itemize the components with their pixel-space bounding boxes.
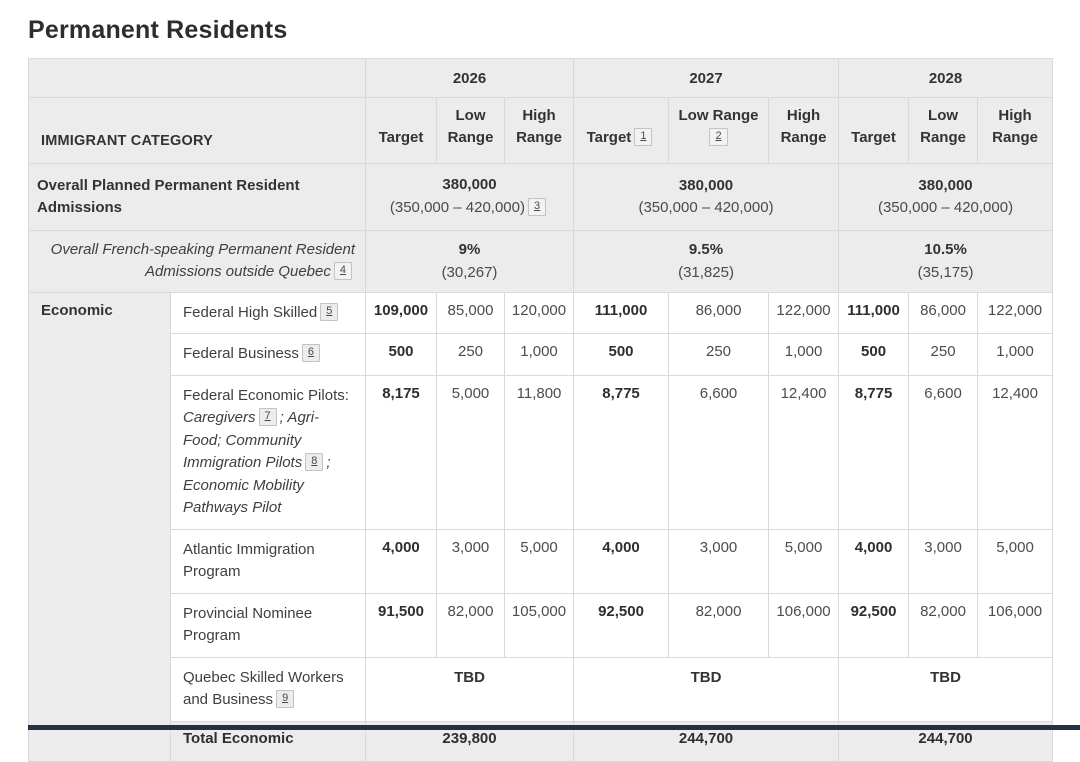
- quebec-2026-tbd: TBD: [366, 657, 574, 721]
- footnote-link-4[interactable]: 4: [334, 262, 352, 280]
- permanent-residents-table: [28, 58, 1053, 762]
- federal-business-row: [29, 334, 1053, 376]
- atlantic-label: Atlantic Immigration Program: [171, 529, 366, 593]
- fep-emp-label: ; Economic Mobility Pathways Pilot: [183, 454, 331, 517]
- pnp-2026-target: 91,500: [366, 593, 437, 657]
- overall-2026-range: [372, 197, 567, 219]
- fb-2028-low: 250: [909, 334, 978, 376]
- aip-2027-high: 5,000: [769, 529, 839, 593]
- aip-2026-high: 5,000: [505, 529, 574, 593]
- fep-caregivers-label: Caregivers: [183, 409, 256, 427]
- french-2028-percent: 10.5%: [924, 241, 967, 258]
- fhs-2026-target: 109,000: [366, 292, 437, 334]
- footnote-link-7[interactable]: 7: [259, 408, 277, 426]
- fep-2026-high: 11,800: [505, 375, 574, 529]
- header-year-2027: 2027: [574, 59, 839, 98]
- fb-2026-high: 1,000: [505, 334, 574, 376]
- pnp-2027-high: 106,000: [769, 593, 839, 657]
- aip-2028-target: 4,000: [839, 529, 909, 593]
- footnote-link-5[interactable]: 5: [320, 303, 338, 321]
- header-low-range-2026: Low Range: [437, 98, 505, 164]
- french-2027-percent: 9.5%: [688, 241, 724, 258]
- federal-high-skilled-row: [29, 292, 1053, 334]
- aip-2026-target: 4,000: [366, 529, 437, 593]
- aip-2027-target: 4,000: [574, 529, 669, 593]
- fb-2026-target: 500: [366, 334, 437, 376]
- overall-2028-target: 380,000: [918, 176, 973, 194]
- overall-2026-target: 380,000: [442, 176, 497, 194]
- header-year-2028: 2028: [839, 59, 1053, 98]
- header-target-2027-label: Target: [586, 128, 632, 146]
- quebec-skilled-workers-row: [29, 657, 1053, 721]
- fhs-2026-high: 120,000: [505, 292, 574, 334]
- pnp-label: Provincial Nominee Program: [171, 593, 366, 657]
- total-economic-2027: 244,700: [574, 721, 839, 761]
- french-2028-count: (35,175): [917, 263, 974, 281]
- overall-2026-range-text: (350,000 – 420,000): [389, 199, 525, 217]
- page-title: Permanent Residents: [28, 16, 288, 44]
- pnp-2026-low: 82,000: [437, 593, 505, 657]
- overall-2027-range: (350,000 – 420,000): [638, 199, 774, 217]
- total-economic-2028: 244,700: [839, 721, 1053, 761]
- fb-2027-high: 1,000: [769, 334, 839, 376]
- fep-2027-low: 6,600: [669, 375, 769, 529]
- fb-2028-high: 1,000: [978, 334, 1053, 376]
- header-immigrant-category: IMMIGRANT CATEGORY: [29, 98, 366, 164]
- fb-2028-target: 500: [839, 334, 909, 376]
- aip-2028-low: 3,000: [909, 529, 978, 593]
- fb-2027-target: 500: [574, 334, 669, 376]
- overall-admissions-label: Overall Planned Permanent Resident Admissions: [29, 163, 366, 230]
- header-high-range-2027: High Range: [769, 98, 839, 164]
- french-2028-cell: [839, 230, 1053, 292]
- french-2027-cell: [574, 230, 839, 292]
- fep-2028-target: 8,775: [839, 375, 909, 529]
- federal-economic-pilots-label-cell: [171, 375, 366, 529]
- header-high-range-2026: High Range: [505, 98, 574, 164]
- fep-2026-target: 8,175: [366, 375, 437, 529]
- footnote-link-6[interactable]: 6: [302, 344, 320, 362]
- header-columns-row: [29, 98, 1053, 164]
- overall-2028-cell: [839, 163, 1053, 230]
- pnp-2026-high: 105,000: [505, 593, 574, 657]
- header-empty-cell: [29, 59, 366, 98]
- french-speaking-label: Overall French-speaking Permanent Resident Admissions outside Quebec: [50, 240, 355, 281]
- fb-2027-low: 250: [669, 334, 769, 376]
- fb-2026-low: 250: [437, 334, 505, 376]
- french-2026-cell: [366, 230, 574, 292]
- aip-2026-low: 3,000: [437, 529, 505, 593]
- fhs-2028-low: 86,000: [909, 292, 978, 334]
- section-divider-bar: [28, 725, 1080, 730]
- overall-2027-target: 380,000: [678, 176, 734, 194]
- total-economic-label: Total Economic: [171, 721, 366, 761]
- aip-2027-low: 3,000: [669, 529, 769, 593]
- french-2026-percent: 9%: [458, 241, 481, 258]
- fep-2028-low: 6,600: [909, 375, 978, 529]
- quebec-label-cell: [171, 657, 366, 721]
- fhs-2026-low: 85,000: [437, 292, 505, 334]
- quebec-2027-tbd: TBD: [574, 657, 839, 721]
- provincial-nominee-row: [29, 593, 1053, 657]
- fep-2026-low: 5,000: [437, 375, 505, 529]
- header-low-range-2027: [669, 98, 769, 164]
- federal-business-label-cell: [171, 334, 366, 376]
- atlantic-immigration-row: [29, 529, 1053, 593]
- fhs-2028-target: 111,000: [839, 292, 909, 334]
- header-low-range-2027-label: Low Range: [678, 107, 759, 124]
- overall-admissions-row: [29, 163, 1053, 230]
- federal-high-skilled-label: Federal High Skilled: [183, 303, 318, 321]
- total-economic-2026: 239,800: [366, 721, 574, 761]
- fep-2027-high: 12,400: [769, 375, 839, 529]
- french-speaking-row: [29, 230, 1053, 292]
- fep-label-prefix: Federal Economic Pilots:: [183, 386, 349, 404]
- quebec-label: Quebec Skilled Workers and Business: [183, 668, 344, 709]
- footnote-link-2[interactable]: 2: [709, 128, 727, 146]
- quebec-2028-tbd: TBD: [839, 657, 1053, 721]
- pnp-2028-high: 106,000: [978, 593, 1053, 657]
- aip-2028-high: 5,000: [978, 529, 1053, 593]
- federal-high-skilled-label-cell: [171, 292, 366, 334]
- fhs-2027-high: 122,000: [769, 292, 839, 334]
- pnp-2027-low: 82,000: [669, 593, 769, 657]
- fep-2028-high: 12,400: [978, 375, 1053, 529]
- fhs-2027-low: 86,000: [669, 292, 769, 334]
- header-low-range-2028: Low Range: [909, 98, 978, 164]
- header-target-2026: Target: [366, 98, 437, 164]
- header-target-2027: [574, 98, 669, 164]
- footnote-link-1[interactable]: 1: [634, 128, 652, 146]
- french-2026-count: (30,267): [441, 263, 498, 281]
- overall-2028-range: (350,000 – 420,000): [877, 199, 1014, 217]
- overall-2026-cell: [366, 163, 574, 230]
- pnp-2028-target: 92,500: [839, 593, 909, 657]
- fhs-2028-high: 122,000: [978, 292, 1053, 334]
- overall-2027-cell: [574, 163, 839, 230]
- economic-group-label: Economic: [29, 292, 171, 761]
- fep-2027-target: 8,775: [574, 375, 669, 529]
- french-2027-count: (31,825): [678, 263, 734, 281]
- fep-agrifood-community-label: ; Agri-Food; Community Immigration Pilots: [183, 409, 320, 472]
- federal-economic-pilots-row: [29, 375, 1053, 529]
- footnote-link-8[interactable]: 8: [305, 453, 323, 471]
- footnote-link-3[interactable]: 3: [528, 198, 546, 216]
- footnote-link-9[interactable]: 9: [276, 690, 294, 708]
- header-years-row: [29, 59, 1053, 98]
- header-high-range-2028: High Range: [978, 98, 1053, 164]
- header-year-2026: 2026: [366, 59, 574, 98]
- french-speaking-label-cell: [29, 230, 366, 292]
- header-target-2028: Target: [839, 98, 909, 164]
- federal-business-label: Federal Business: [183, 345, 299, 363]
- page: [0, 16, 1080, 747]
- pnp-2028-low: 82,000: [909, 593, 978, 657]
- fhs-2027-target: 111,000: [574, 292, 669, 334]
- pnp-2027-target: 92,500: [574, 593, 669, 657]
